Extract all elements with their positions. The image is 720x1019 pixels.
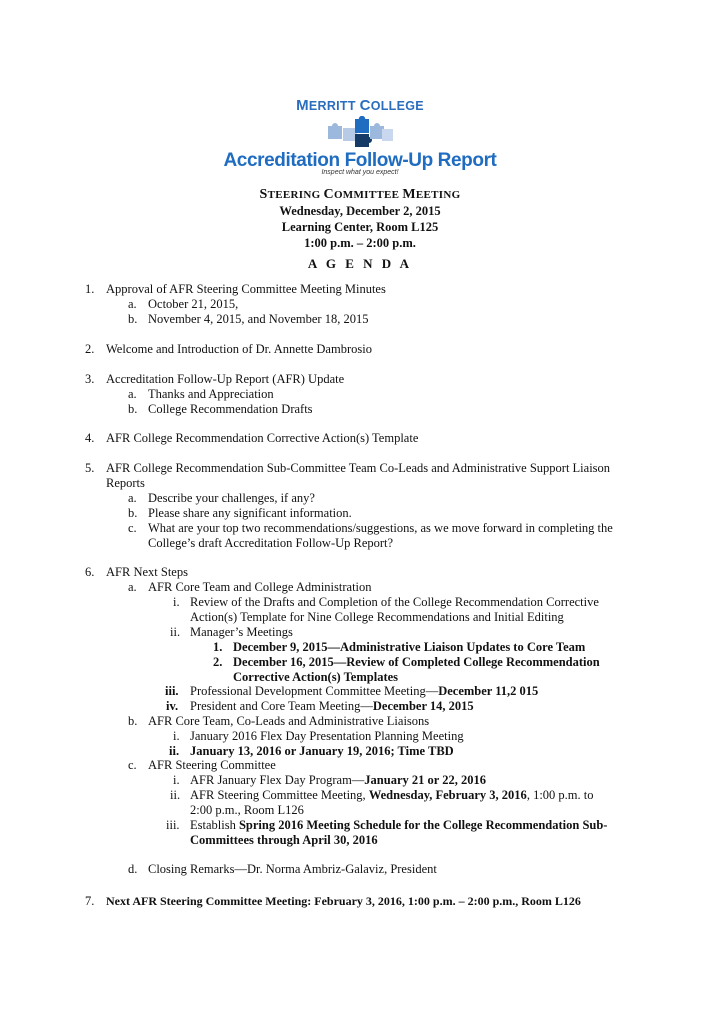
item-6a-iii-text: Professional Development Committee Meeting—December 11,2 015 [190,684,539,698]
item-4-text: AFR College Recommendation Corrective Action(s) Template [106,431,419,445]
report-tagline: Inspect what you expect! [321,169,399,176]
item-6c-iii-mark: iii. [166,818,180,832]
item-6a-ii-2-text-line2: Corrective Action(s) Templates [233,670,399,684]
item-6a-text: AFR Core Team and College Administration [148,580,372,594]
item-2-text: Welcome and Introduction of Dr. Annette Dambrosio [106,342,372,356]
item-6c-ii-mark: ii. [170,788,181,802]
item-6a-iv-mark: iv. [166,699,179,713]
meeting-date: Wednesday, December 2, 2015 [279,204,441,218]
item-5a-text: Describe your challenges, if any? [148,491,315,505]
item-5b-text: Please share any significant information. [148,506,352,520]
agenda-title: A G E N D A [307,256,413,271]
item-6a-ii-2-text-line1: December 16, 2015—Review of Completed College Recommendation [233,655,600,669]
item-6a-mark: a. [128,580,137,594]
item-3a-text: Thanks and Appreciation [148,387,274,401]
item-5-text-line2: Reports [106,476,145,490]
item-1-number: 1. [85,282,95,296]
item-1a-text: October 21, 2015, [148,297,239,311]
item-6a-iii-mark: iii. [165,684,179,698]
item-5c-text-line2: College’s draft Accreditation Follow-Up Report? [148,536,394,550]
item-6a-ii-1-text: December 9, 2015—Administrative Liaison Updates to Core Team [233,640,586,654]
item-6a-ii-mark: ii. [170,625,181,639]
item-6a-i-text-line2: Action(s) Template for Nine College Recommendations and Initial Editing [190,610,564,624]
item-6b-ii-text: January 13, 2016 or January 19, 2016; Time TBD [190,744,454,758]
item-6c-ii-text-line1: AFR Steering Committee Meeting, Wednesday, February 3, 2016, 1:00 p.m. to [190,788,594,802]
item-6b-i-text: January 2016 Flex Day Presentation Planning Meeting [190,729,464,743]
item-6c-text: AFR Steering Committee [148,758,276,772]
item-1a-mark: a. [128,297,137,311]
item-6a-ii-2-mark: 2. [213,655,223,669]
item-5-text-line1: AFR College Recommendation Sub-Committee Team Co-Leads and Administrative Support Liaison [106,461,611,475]
item-5c-mark: c. [128,521,137,535]
item-4-number: 4. [85,431,95,445]
item-3-number: 3. [85,372,95,386]
item-1b-mark: b. [128,312,138,326]
meeting-header [0,186,720,251]
item-6c-iii-text-line1: Establish Spring 2016 Meeting Schedule for the College Recommendation Sub- [190,818,608,832]
item-6c-i-text: AFR January Flex Day Program—January 21 or 22, 2016 [190,773,486,787]
item-6b-text: AFR Core Team, Co-Leads and Administrative Liaisons [148,714,430,728]
puzzle-piece-far-right [382,129,393,141]
item-6a-ii-1-mark: 1. [213,640,223,654]
item-1b-text: November 4, 2015, and November 18, 2015 [148,312,369,326]
item-6b-mark: b. [128,714,138,728]
item-6a-i-mark: i. [173,595,180,609]
item-5b-mark: b. [128,506,138,520]
item-6-number: 6. [85,565,95,579]
college-name: MERRITT COLLEGE [296,97,424,114]
item-3b-mark: b. [128,402,138,416]
item-6d-mark: d. [128,862,138,876]
item-7-text: Next AFR Steering Committee Meeting: February 3, 2016, 1:00 p.m. – 2:00 p.m., Room L126 [106,894,581,908]
item-6d-text: Closing Remarks—Dr. Norma Ambriz-Galaviz, President [148,862,437,876]
item-7-number: 7. [85,894,95,908]
puzzle-piece-mid-left [343,128,357,141]
item-6a-iv-text: President and Core Team Meeting—December 14, 2015 [190,699,474,713]
meeting-name: STEERING COMMITTEE MEETING [259,187,461,202]
item-3a-mark: a. [128,387,137,401]
item-5a-mark: a. [128,491,137,505]
item-5c-text-line1: What are your top two recommendations/suggestions, as we move forward in completing the [148,521,613,535]
item-6-text: AFR Next Steps [106,565,188,579]
item-6b-ii-mark: ii. [169,744,180,758]
item-6c-i-mark: i. [173,773,180,787]
item-6c-ii-text-line2: 2:00 p.m., Room L126 [190,803,304,817]
meeting-time: 1:00 p.m. – 2:00 p.m. [304,236,416,250]
item-2-number: 2. [85,342,95,356]
item-6b-i-mark: i. [173,729,180,743]
item-6c-iii-text-line2: Committees through April 30, 2016 [190,833,378,847]
item-6c-mark: c. [128,758,137,772]
item-6a-i-text-line1: Review of the Drafts and Completion of the College Recommendation Corrective [190,595,599,609]
item-6a-ii-text: Manager’s Meetings [190,625,293,639]
puzzle-logo [326,116,396,150]
item-3b-text: College Recommendation Drafts [148,402,313,416]
report-title: Accreditation Follow-Up Report [223,150,497,171]
meeting-location: Learning Center, Room L125 [281,220,439,234]
item-5-number: 5. [85,461,95,475]
item-1-text: Approval of AFR Steering Committee Meeting Minutes [106,282,386,296]
item-3-text: Accreditation Follow-Up Report (AFR) Update [106,372,345,386]
